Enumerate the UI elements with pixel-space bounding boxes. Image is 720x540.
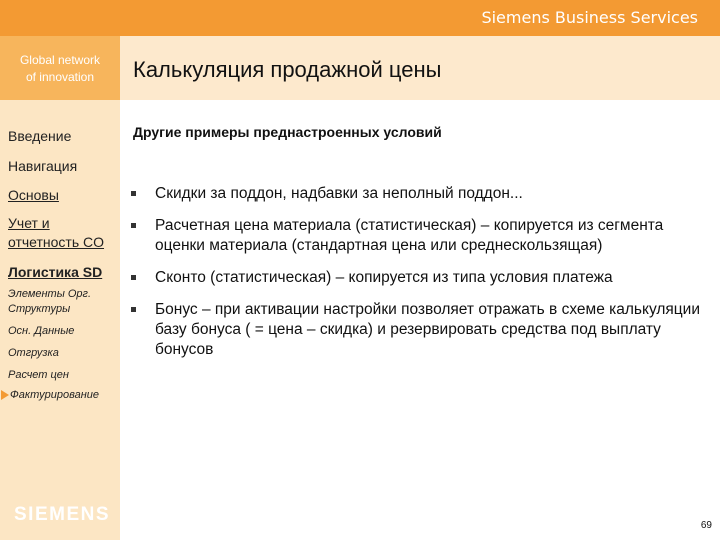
tagline-box: [0, 36, 120, 100]
square-bullet-icon: [131, 191, 136, 196]
nav-item-navigation[interactable]: Навигация: [8, 158, 78, 174]
nav-subitem-master-data[interactable]: Осн. Данные: [8, 325, 75, 337]
square-bullet-icon: [131, 223, 136, 228]
header-bar: [0, 0, 720, 36]
nav-subitem-shipping[interactable]: Отгрузка: [8, 347, 59, 359]
nav-subitem-org-line2[interactable]: Структуры: [8, 303, 71, 315]
page-number: 69: [700, 520, 712, 531]
section-subtitle: Другие примеры преднастроенных условий: [133, 124, 442, 140]
nav-item-basics[interactable]: Основы: [8, 187, 59, 203]
nav-item-logistics[interactable]: Логистика SD: [8, 264, 103, 280]
nav-subitem-org-line1[interactable]: Элементы Орг.: [8, 288, 92, 300]
square-bullet-icon: [131, 307, 136, 312]
tagline-line2: of innovation: [25, 70, 95, 84]
bullet-list: [130, 184, 705, 372]
nav-item-intro[interactable]: Введение: [8, 128, 72, 144]
page-title: Калькуляция продажной цены: [133, 57, 442, 82]
current-item-arrow-icon: [1, 390, 9, 400]
bullet-text: Сконто (статистическая) – копируется из типа условия платежа: [155, 269, 613, 286]
bullet-item: [130, 216, 705, 256]
siemens-logo: SIEMENS: [14, 504, 111, 525]
nav-item-accounting-line2[interactable]: отчетность CO: [8, 234, 105, 250]
nav-item-accounting-line1[interactable]: Учет и: [8, 215, 50, 231]
bullet-item: [130, 300, 705, 360]
bullet-item: [130, 268, 705, 288]
bullet-text: Расчетная цена материала (статистическая) – копируется из сегмента оценки материала (стандартная цена или среднескользящая): [155, 217, 664, 254]
brand-name: Siemens Business Services: [481, 8, 698, 27]
bullet-text: Скидки за поддон, надбавки за неполный поддон...: [155, 185, 523, 202]
square-bullet-icon: [131, 275, 136, 280]
bullet-item: [130, 184, 705, 204]
tagline-line1: Global network: [19, 53, 101, 67]
nav-subitem-billing[interactable]: Фактурирование: [10, 389, 99, 401]
nav-subitem-pricing[interactable]: Расчет цен: [8, 369, 69, 381]
bullet-text: Бонус – при активации настройки позволяет отражать в схеме калькуляции базу бонуса ( = цена – скидка) и резервировать средства под выплату бонусов: [155, 301, 700, 358]
